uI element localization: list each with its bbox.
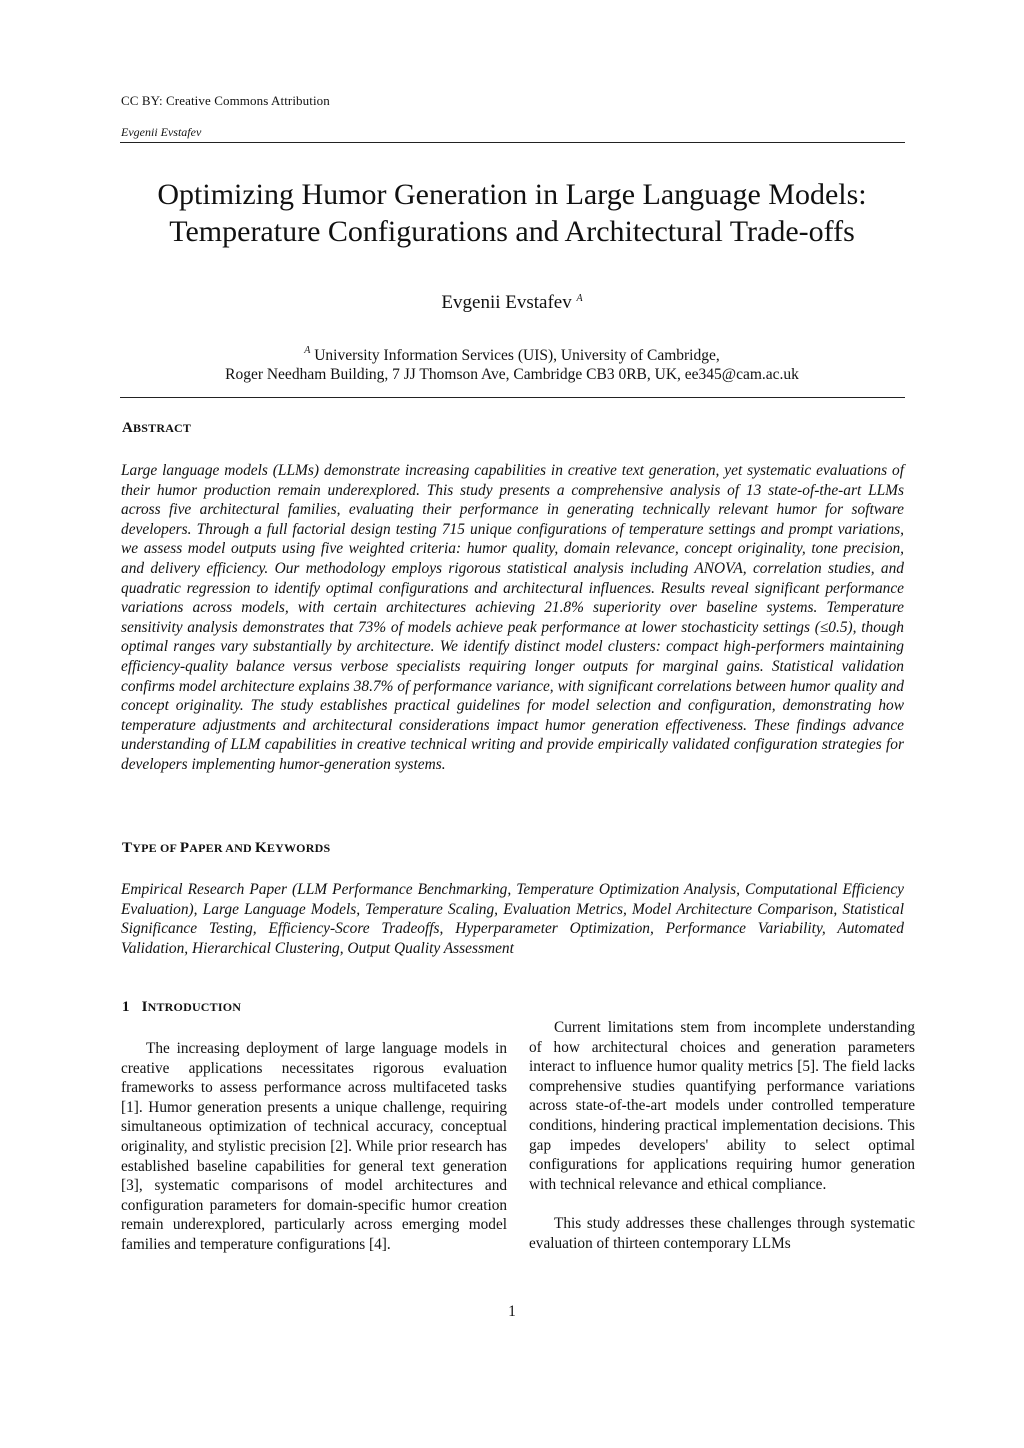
kw-rest-1: YPE OF (132, 841, 180, 855)
paper-title (100, 176, 924, 250)
kw-cap-2: P (179, 840, 190, 856)
left-column (121, 1039, 507, 1255)
author-name (100, 292, 924, 314)
intro-heading-rest: NTRODUCTION (147, 1000, 242, 1014)
author-name-text: Evgenii Evstafev (441, 292, 572, 313)
intro-paragraph-2: Current limitations stem from incomplete understanding of how architectural choices and generation parameters interact to influence humor quality metrics [5]. The field lacks comprehensive studies quantifying performance variations across state-of-the-art models under controlled temperature conditions, hindering practical implementation decisions. This gap impedes developers' ability to select optimal configurations for applications requiring humor generation with technical relevance and ethical compliance. (529, 1019, 915, 1193)
kw-rest-2: APER AND (189, 841, 256, 855)
page-number: 1 (508, 1303, 516, 1320)
title-line-2: Temperature Configurations and Architectural Trade-offs (169, 215, 855, 248)
keywords-heading (122, 840, 330, 857)
kw-cap-1: T (122, 840, 133, 856)
intro-heading-cap: I (141, 999, 148, 1015)
running-header-author: Evgenii Evstafev (121, 125, 202, 139)
abstract-heading-rest: BSTRACT (133, 421, 192, 435)
intro-paragraph-3: This study addresses these challenges through systematic evaluation of thirteen contemporary LLMs (529, 1214, 915, 1252)
kw-rest-3: EYWORDS (266, 841, 331, 855)
right-column (529, 1018, 915, 1253)
kw-cap-3: K (255, 840, 267, 856)
abstract-heading (122, 420, 191, 437)
introduction-heading (122, 999, 241, 1016)
affiliation-line-2: Roger Needham Building, 7 JJ Thomson Ave, Cambridge CB3 0RB, UK, ee345@cam.ac.uk (225, 366, 799, 383)
intro-paragraph-1: The increasing deployment of large language models in creative applications necessitates rigorous evaluation frameworks to assess performance across multifaceted tasks [1]. Humor generation presents a unique challenge, requiring simultaneous optimization of technical accuracy, conceptual originality, and stylistic precision [2]. While prior research has established baseline capabilities for general text generation [3], systematic comparisons of model architectures and configuration parameters for domain-specific humor creation remain underexplored, particularly across emerging model families and temperature configurations [4]. (121, 1040, 507, 1253)
header-divider (120, 142, 905, 143)
affiliation (100, 341, 924, 384)
author-affiliation-mark: A (576, 293, 583, 304)
abstract-text: Large language models (LLMs) demonstrate increasing capabilities in creative text generation, yet systematic evaluations of their humor production remain underexplored. This study presents a comprehensive analysis of 13 state-of-the-art LLMs across five architectural families, evaluating their performance in generating technically relevant humor for software developers. Through a full factorial design testing 715 unique configurations of temperature settings and prompt variations, we assess model outputs using five weighted criteria: humor quality, domain relevance, concept originality, tone precision, and delivery efficiency. Our methodology employs rigorous statistical analysis including ANOVA, correlation studies, and quadratic regression to identify optimal configurations and architectural influences. Results reveal significant performance variations across models, with certain architectures achieving 21.8% superiority over baseline systems. Temperature sensitivity analysis demonstrates that 73% of models achieve peak performance at lower stochasticity settings (≤0.5), though optimal ranges vary substantially by architecture. We identify distinct model clusters: compact high-performers maintaining efficiency-quality balance versus verbose specialists requiring longer outputs for marginal gains. Statistical validation confirms model architecture explains 38.7% of performance variance, with significant correlations between humor quality and concept originality. The study establishes practical guidelines for model selection and configuration, demonstrating how temperature adjustments and architectural considerations impact humor generation effectiveness. These findings advance understanding of LLM capabilities in creative technical writing and provide empirically validated configuration strategies for developers implementing humor-generation systems. (121, 462, 904, 773)
license-line: CC BY: Creative Commons Attribution (121, 93, 330, 108)
affiliation-line-1: University Information Services (UIS), University of Cambridge, (314, 347, 720, 364)
section-number: 1 (122, 999, 130, 1015)
keywords-text: Empirical Research Paper (LLM Performance Benchmarking, Temperature Optimization Analysis, Computational Efficiency Evaluation), Large Language Models, Temperature Scaling, Evaluation Metrics, Model Architecture Comparison, Statistical Significance Testing, Efficiency-Score Tradeoffs, Hyperparameter Optimization, Performance Variability, Automated Validation, Hierarchical Clustering, Output Quality Assessment (121, 881, 904, 957)
title-divider (120, 397, 905, 398)
title-line-1: Optimizing Humor Generation in Large Language Models: (157, 178, 867, 211)
abstract-heading-cap: A (122, 420, 134, 436)
affiliation-mark: A (304, 345, 311, 356)
